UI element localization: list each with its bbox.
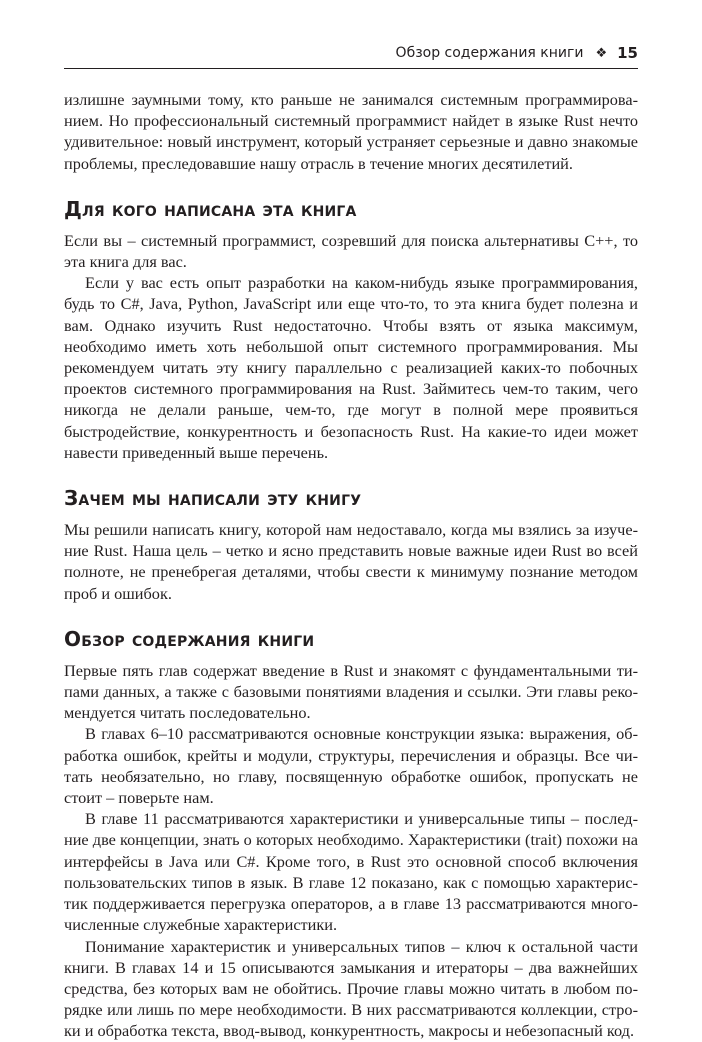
paragraph: Если у вас есть опыт разработки на каком-нибудь языке программирования, будь то C#, Java, Python, JavaScript или еще что-то, то эта книга будет полезна и вам. Однако изучить Rust недостаточно. Чтобы взять от языка максимум, необходимо иметь хоть небольшой опыт системного программирования. Мы рекомендуем читать эту книгу параллельно с реализацией каких-то побочных проектов системного программирования на Rust. Займитесь чем-то таким, чего никогда не делали раньше, чем-то, где могут в полной мере проявиться быстродействие, конкурентность и безопасность Rust. На какие-то идеи может навести приведенный выше перечень. <box>64 273 638 462</box>
paragraph: В главах 6–10 рассматриваются основные конструкции языка: выражения, обработка ошибок, крейты и модули, структуры, перечисления и образцы. Все читать необязательно, но главу, посвященную обработке ошибок, пропускать не стоит – поверьте нам. <box>64 724 638 808</box>
section-title-audience: Для кого написана эта книга <box>64 196 357 221</box>
section-title-why: Зачем мы написали эту книгу <box>64 486 362 511</box>
section-title-overview: Обзор содержания книги <box>64 626 315 651</box>
book-page <box>64 40 638 1042</box>
page-number: 15 <box>617 44 638 62</box>
paragraph: Первые пять глав содержат введение в Rust и знакомят с фундаментальными типами данных, а также с базовыми понятиями владения и ссылки. Эти главы рекомендуется читать последовательно. <box>64 660 638 723</box>
ornament-icon: ❖ <box>595 45 608 61</box>
paragraph: В главе 11 рассматриваются характеристики и универсальные типы – последние две концепции, знать о которых необходимо. Характеристики (trait) похожи на интерфейсы в Java или C#. Кроме того, в Rust это основной способ включения пользовательских типов в язык. В главе 12 показано, как с помощью характеристик поддерживается перегрузка операторов, а в главе 13 рассматриваются многочисленные служебные характеристики. <box>64 809 638 935</box>
paragraph: Мы решили написать книгу, которой нам недоставало, когда мы взялись за изучение Rust. Наша цель – четко и ясно представить новые важные идеи Rust во всей полноте, не пренебрегая деталями, чтобы свести к минимуму познание методом проб и ошибок. <box>64 520 638 603</box>
running-title: Обзор содержания книги <box>395 45 584 61</box>
paragraph: Если вы – системный программист, созревший для поиска альтернативы C++, то эта книга для вас. <box>64 230 638 272</box>
running-header <box>64 40 638 69</box>
paragraph: Понимание характеристик и универсальных типов – ключ к остальной части книги. В главах 14 и 15 описываются замыкания и итераторы – два важнейших средства, без которых вам не обойтись. Прочие главы можно читать в любом порядке или лишь по мере необходимости. В них рассматриваются коллекции, строки и обработка текста, ввод-вывод, конкурентность, макросы и небезопасный код. <box>64 936 638 1041</box>
intro-paragraph: излишне заумными тому, кто раньше не занимался системным программированием. Но профессиональный системный программист найдет в языке Rust нечто удивительное: новый инструмент, который устраняет серьезные и давно знакомые проблемы, преследовавшие нашу отрасль в течение многих десятилетий. <box>64 90 638 173</box>
page-content <box>64 89 638 1042</box>
